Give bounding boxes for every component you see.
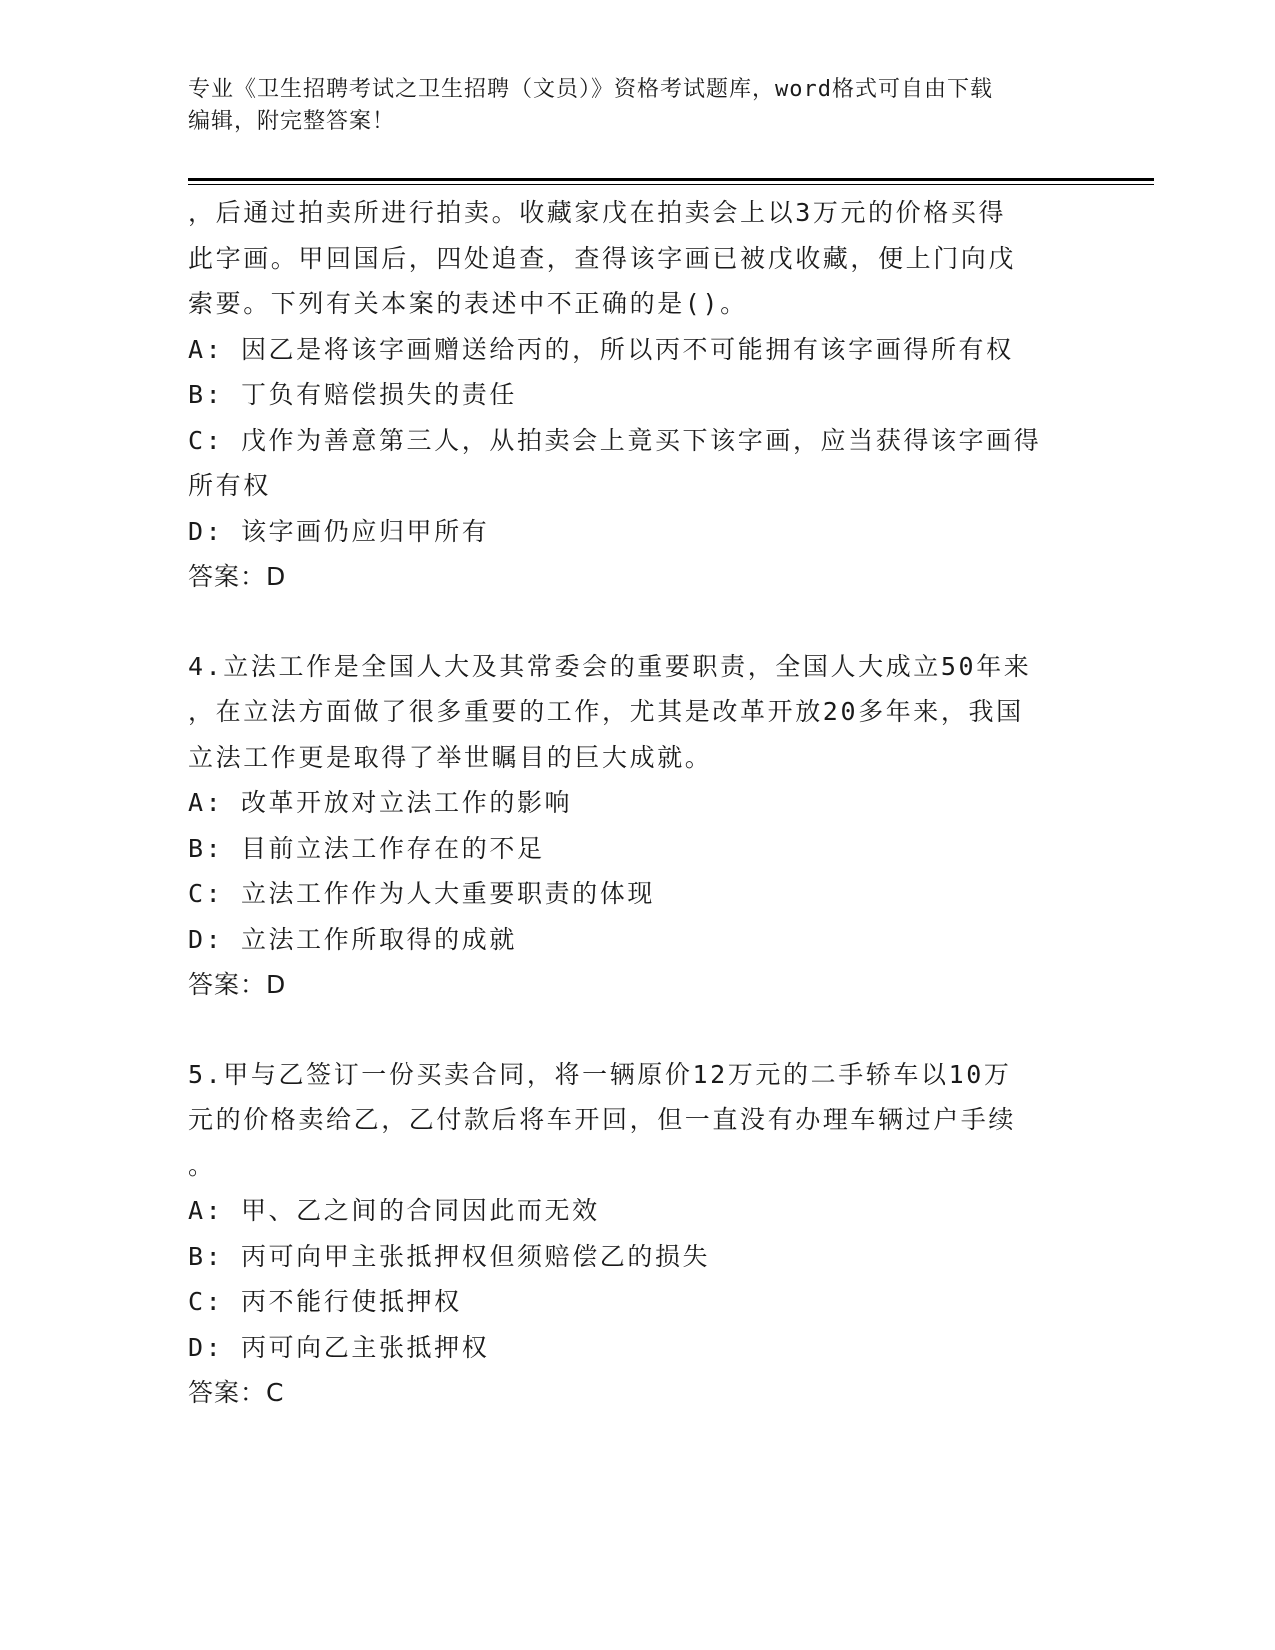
question-spacer xyxy=(188,1008,1088,1052)
question-stem-line: 元的价格卖给乙，乙付款后将车开回，但一直没有办理车辆过户手续 xyxy=(188,1105,1017,1134)
question-stem-line: 5.甲与乙签订一份买卖合同，将一辆原价12万元的二手轿车以10万 xyxy=(188,1059,1012,1089)
option-b: B: 丙可向甲主张抵押权但须赔偿乙的损失 xyxy=(188,1241,711,1271)
option-c: C: 戊作为善意第三人，从拍卖会上竟买下该字画，应当获得该字画得 xyxy=(188,425,1042,455)
question-stem-line: 。 xyxy=(188,1150,216,1180)
question-spacer xyxy=(188,600,1088,644)
header-divider-thick xyxy=(188,178,1154,181)
question-stem-line: ，后通过拍卖所进行拍卖。收藏家戊在拍卖会上以3万元的价格买得 xyxy=(188,198,1007,227)
option-b: B: 目前立法工作存在的不足 xyxy=(188,833,545,863)
question-stem-line: 此字画。甲回国后，四处追查，查得该字画已被戊收藏，便上门向戊 xyxy=(188,243,1017,273)
option-d: D: 该字画仍应归甲所有 xyxy=(188,516,490,546)
answer-label: 答案：C xyxy=(188,1378,285,1407)
answer-label: 答案：D xyxy=(188,970,287,999)
option-c-continued: 所有权 xyxy=(188,471,271,500)
question-list xyxy=(188,190,1088,1416)
option-a: A: 因乙是将该字画赠送给丙的，所以丙不可能拥有该字画得所有权 xyxy=(188,334,1014,364)
question-stem-line: ，在立法方面做了很多重要的工作，尤其是改革开放20多年来，我国 xyxy=(188,697,1024,726)
question-stem-line: 索要。下列有关本案的表述中不正确的是()。 xyxy=(188,289,748,318)
option-a: A: 甲、乙之间的合同因此而无效 xyxy=(188,1196,600,1225)
document-header xyxy=(188,74,1088,138)
answer-label: 答案：D xyxy=(188,562,287,591)
question-5 xyxy=(188,1052,1088,1416)
header-title-line-2: 编辑，附完整答案！ xyxy=(188,109,396,134)
header-divider-thin xyxy=(188,184,1154,185)
option-c: C: 丙不能行使抵押权 xyxy=(188,1287,462,1316)
option-a: A: 改革开放对立法工作的影响 xyxy=(188,788,573,817)
question-stem-line: 立法工作更是取得了举世瞩目的巨大成就。 xyxy=(188,742,713,772)
option-c: C: 立法工作作为人大重要职责的体现 xyxy=(188,879,655,908)
option-d: D: 丙可向乙主张抵押权 xyxy=(188,1332,490,1362)
header-title-line-1: 专业《卫生招聘考试之卫生招聘（文员）》资格考试题库，word格式可自由下载 xyxy=(188,77,993,102)
question-4 xyxy=(188,644,1088,1008)
option-b: B: 丁负有赔偿损失的责任 xyxy=(188,380,517,409)
question-3 xyxy=(188,190,1088,600)
option-d: D: 立法工作所取得的成就 xyxy=(188,924,517,954)
question-stem-line: 4.立法工作是全国人大及其常委会的重要职责，全国人大成立50年来 xyxy=(188,651,1032,681)
